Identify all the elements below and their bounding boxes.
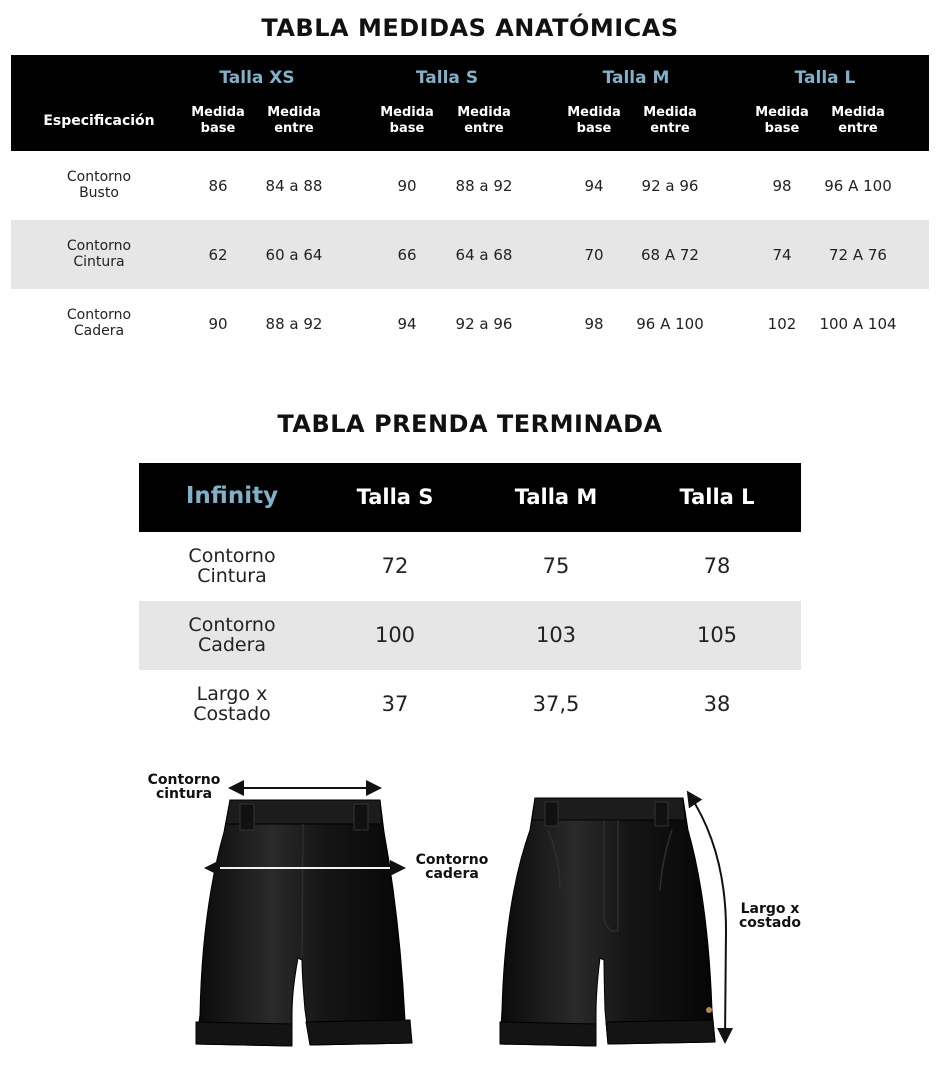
garment-illustration [0,760,940,1070]
brand-label: Infinity [185,483,279,509]
garment-table-title: TABLA PRENDA TERMINADA [277,410,663,438]
range-label-xs: Medida entre [267,105,321,136]
table-cell: 92 a 96 [455,315,513,333]
side-length-label: Largo x costado [738,901,802,931]
spec-header: Especificación [43,113,155,129]
table-cell: 60 a 64 [265,246,323,264]
table-cell: 92 a 96 [641,177,699,195]
base-label-l: Medida base [755,105,809,136]
table-cell: 74 [772,246,792,264]
size-header-s: Talla S [415,68,479,88]
table-cell: 102 [767,315,797,333]
table-cell: 68 A 72 [641,246,699,264]
finished-garment-table [139,463,801,739]
anatomic-table-header [11,55,929,151]
table-row [139,601,801,670]
table-cell: 103 [535,623,577,647]
row-label: Contorno Cadera [188,614,276,656]
table-cell: 72 [381,554,409,578]
size-header-m: Talla M [602,68,670,88]
table-cell: 38 [703,692,731,716]
table-cell: 96 A 100 [824,177,892,195]
size-header-l: Talla L [794,68,856,88]
row-label: Contorno Cintura [188,545,276,587]
table-cell: 94 [397,315,417,333]
table-row [11,220,929,289]
table-cell: 70 [584,246,604,264]
table-cell: 84 a 88 [265,177,323,195]
table-cell: 72 A 76 [829,246,887,264]
table-cell: 105 [696,623,738,647]
table-cell: 98 [772,177,792,195]
row-label: Contorno Busto [66,169,132,201]
column-header-m: Talla M [514,485,598,509]
row-label: Contorno Cadera [66,307,132,339]
table-row [139,532,801,601]
table-cell: 96 A 100 [636,315,704,333]
garment-table-header [139,463,801,532]
size-header-xs: Talla XS [219,68,295,88]
column-header-l: Talla L [679,485,755,509]
table-cell: 78 [703,554,731,578]
range-label-s: Medida entre [457,105,511,136]
hip-label: Contorno cadera [415,852,489,882]
anatomic-table-title: TABLA MEDIDAS ANATÓMICAS [261,14,679,42]
waist-label: Contorno cintura [147,772,221,802]
base-label-s: Medida base [380,105,434,136]
shorts-back-view [196,800,412,1046]
table-cell: 86 [208,177,228,195]
table-cell: 90 [397,177,417,195]
table-cell: 100 [374,623,416,647]
base-label-m: Medida base [567,105,621,136]
row-label: Contorno Cintura [66,238,132,270]
column-header-s: Talla S [356,485,434,509]
base-label-xs: Medida base [191,105,245,136]
anatomic-measures-table [11,55,929,358]
table-cell: 64 a 68 [455,246,513,264]
table-cell: 90 [208,315,228,333]
table-cell: 66 [397,246,417,264]
table-cell: 94 [584,177,604,195]
table-cell: 88 a 92 [265,315,323,333]
table-cell: 62 [208,246,228,264]
row-label: Largo x Costado [193,683,271,725]
table-cell: 100 A 104 [819,315,897,333]
table-row [11,289,929,358]
table-cell: 37 [381,692,409,716]
table-row [139,670,801,739]
table-cell: 75 [542,554,570,578]
table-cell: 98 [584,315,604,333]
range-label-l: Medida entre [831,105,885,136]
table-cell: 88 a 92 [455,177,513,195]
range-label-m: Medida entre [643,105,697,136]
table-cell: 37,5 [532,692,580,716]
shorts-front-view [500,798,715,1046]
table-row [11,151,929,220]
